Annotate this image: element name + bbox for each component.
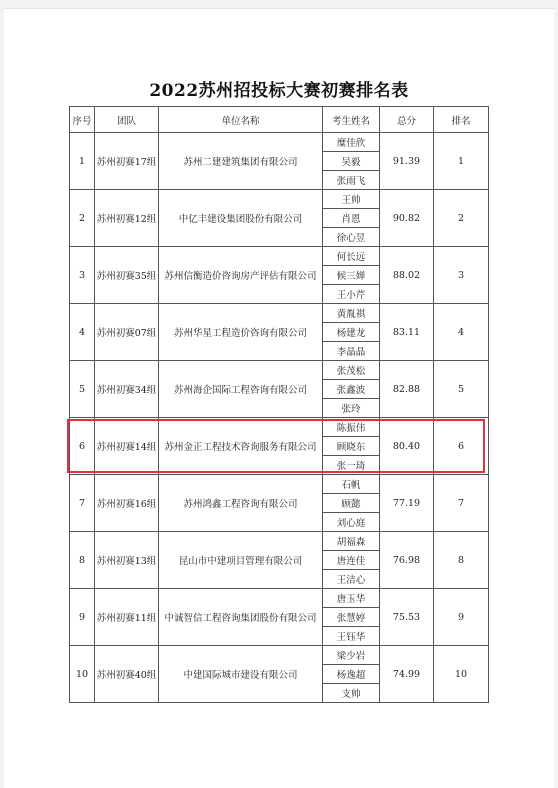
cell-member: 糜佳欣 <box>323 133 380 152</box>
header-no: 序号 <box>70 107 95 133</box>
table-row <box>70 475 489 494</box>
cell-score: 80.40 <box>380 418 434 475</box>
cell-team: 苏州初赛35组 <box>95 247 159 304</box>
cell-unit: 苏州鸿鑫工程咨询有限公司 <box>159 475 323 532</box>
cell-team: 苏州初赛40组 <box>95 646 159 703</box>
cell-member: 张慧婷 <box>323 608 380 627</box>
cell-no: 4 <box>70 304 95 361</box>
table-row <box>70 247 489 266</box>
cell-rank: 5 <box>434 361 489 418</box>
cell-member: 候三婵 <box>323 266 380 285</box>
page-top-edge <box>0 0 558 9</box>
table-row <box>70 418 489 437</box>
cell-member: 张雨飞 <box>323 171 380 190</box>
cell-rank: 9 <box>434 589 489 646</box>
cell-unit: 苏州信衡造价咨询房产评估有限公司 <box>159 247 323 304</box>
cell-member: 唐玉华 <box>323 589 380 608</box>
cell-team: 苏州初赛17组 <box>95 133 159 190</box>
cell-rank: 1 <box>434 133 489 190</box>
table-row <box>70 133 489 152</box>
cell-score: 90.82 <box>380 190 434 247</box>
cell-member: 支帅 <box>323 684 380 703</box>
cell-member: 徐心昱 <box>323 228 380 247</box>
cell-team: 苏州初赛34组 <box>95 361 159 418</box>
cell-unit: 苏州二建建筑集团有限公司 <box>159 133 323 190</box>
page-title: 2022苏州招投标大赛初赛排名表 <box>149 81 409 101</box>
cell-no: 7 <box>70 475 95 532</box>
cell-member: 杨逸超 <box>323 665 380 684</box>
cell-unit: 苏州金正工程技术咨询服务有限公司 <box>159 418 323 475</box>
cell-member: 刘心庭 <box>323 513 380 532</box>
cell-member: 张一琦 <box>323 456 380 475</box>
cell-team: 苏州初赛12组 <box>95 190 159 247</box>
cell-member: 王帅 <box>323 190 380 209</box>
header-team: 团队 <box>95 107 159 133</box>
cell-rank: 6 <box>434 418 489 475</box>
cell-member: 吴毅 <box>323 152 380 171</box>
cell-member: 何长远 <box>323 247 380 266</box>
cell-unit: 中建国际城市建设有限公司 <box>159 646 323 703</box>
cell-team: 苏州初赛16组 <box>95 475 159 532</box>
header-score: 总分 <box>380 107 434 133</box>
cell-no: 10 <box>70 646 95 703</box>
cell-member: 张鑫波 <box>323 380 380 399</box>
cell-score: 76.98 <box>380 532 434 589</box>
cell-rank: 3 <box>434 247 489 304</box>
table-row <box>70 190 489 209</box>
cell-no: 3 <box>70 247 95 304</box>
ranking-table <box>69 106 489 703</box>
cell-score: 82.88 <box>380 361 434 418</box>
cell-member: 唐连佳 <box>323 551 380 570</box>
cell-score: 74.99 <box>380 646 434 703</box>
table-row <box>70 532 489 551</box>
cell-team: 苏州初赛13组 <box>95 532 159 589</box>
cell-unit: 苏州海企国际工程咨询有限公司 <box>159 361 323 418</box>
table-body <box>70 133 489 703</box>
header-unit: 单位名称 <box>159 107 323 133</box>
cell-score: 91.39 <box>380 133 434 190</box>
cell-score: 88.02 <box>380 247 434 304</box>
cell-no: 1 <box>70 133 95 190</box>
cell-no: 6 <box>70 418 95 475</box>
cell-rank: 10 <box>434 646 489 703</box>
cell-score: 75.53 <box>380 589 434 646</box>
cell-team: 苏州初赛07组 <box>95 304 159 361</box>
cell-no: 9 <box>70 589 95 646</box>
cell-rank: 7 <box>434 475 489 532</box>
page-left-edge <box>0 0 4 788</box>
cell-no: 2 <box>70 190 95 247</box>
cell-member: 梁少岩 <box>323 646 380 665</box>
cell-member: 顾懿 <box>323 494 380 513</box>
cell-member: 杨建龙 <box>323 323 380 342</box>
cell-score: 77.19 <box>380 475 434 532</box>
cell-unit: 中亿丰建设集团股份有限公司 <box>159 190 323 247</box>
cell-member: 陈振伟 <box>323 418 380 437</box>
cell-member: 王钰华 <box>323 627 380 646</box>
cell-member: 张玲 <box>323 399 380 418</box>
cell-rank: 8 <box>434 532 489 589</box>
header-members: 考生姓名 <box>323 107 380 133</box>
cell-member: 李晶晶 <box>323 342 380 361</box>
header-rank: 排名 <box>434 107 489 133</box>
table-row <box>70 589 489 608</box>
cell-member: 黄胤祺 <box>323 304 380 323</box>
table-row <box>70 361 489 380</box>
cell-member: 王小芹 <box>323 285 380 304</box>
cell-unit: 中诚智信工程咨询集团股份有限公司 <box>159 589 323 646</box>
cell-score: 83.11 <box>380 304 434 361</box>
cell-member: 胡福森 <box>323 532 380 551</box>
cell-no: 5 <box>70 361 95 418</box>
cell-rank: 2 <box>434 190 489 247</box>
cell-team: 苏州初赛11组 <box>95 589 159 646</box>
cell-unit: 昆山市中建项目管理有限公司 <box>159 532 323 589</box>
cell-member: 肖恩 <box>323 209 380 228</box>
cell-team: 苏州初赛14组 <box>95 418 159 475</box>
cell-member: 张茂松 <box>323 361 380 380</box>
cell-no: 8 <box>70 532 95 589</box>
table-row <box>70 646 489 665</box>
cell-member: 石帆 <box>323 475 380 494</box>
page-right-edge <box>554 0 558 788</box>
cell-rank: 4 <box>434 304 489 361</box>
header-row <box>70 107 489 133</box>
cell-unit: 苏州华星工程造价咨询有限公司 <box>159 304 323 361</box>
cell-member: 王洁心 <box>323 570 380 589</box>
table-row <box>70 304 489 323</box>
cell-member: 顾晓东 <box>323 437 380 456</box>
